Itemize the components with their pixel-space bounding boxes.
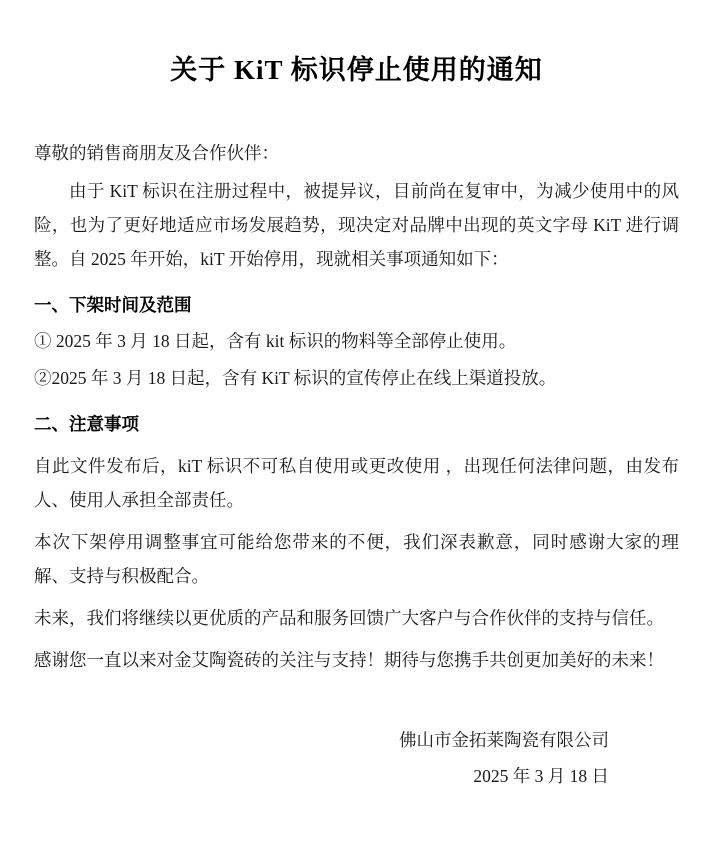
signature-block — [30, 722, 683, 796]
signature-date: 2025 年 3 月 18 日 — [473, 766, 609, 787]
section-heading-2: 二、注意事项 — [34, 413, 139, 434]
document-body — [30, 136, 683, 678]
page-title: 关于 KiT 标识停止使用的通知 — [170, 55, 543, 85]
list-item: 未来，我们将继续以更优质的产品和服务回馈广大客户与合作伙伴的支持与信任。 — [34, 608, 664, 629]
list-item: ① 2025 年 3 月 18 日起，含有 kit 标识的物料等全部停止使用。 — [34, 331, 517, 352]
list-item: ②2025 年 3 月 18 日起，含有 KiT 标识的宣传停止在线上渠道投放。 — [34, 367, 557, 388]
list-item: 感谢您一直以来对金艾陶瓷砖的关注与支持！期待与您携手共创更加美好的未来！ — [34, 650, 664, 671]
intro-paragraph: 由于 KiT 标识在注册过程中，被提异议，目前尚在复审中，为减少使用中的风险，也为了更好地适应市场发展趋势，现决定对品牌中出现的英文字母 KiT 进行调整。自 2025 年开始，kiT 开始停用，现就相关事项通知如下： — [34, 180, 679, 270]
section-heading-1: 一、下架时间及范围 — [34, 295, 192, 316]
salutation: 尊敬的销售商朋友及合作伙伴： — [34, 142, 279, 163]
signature-company: 佛山市金拓莱陶瓷有限公司 — [399, 729, 609, 750]
list-item: 本次下架停用调整事宜可能给您带来的不便，我们深表歉意，同时感谢大家的理解、支持与积极配合。 — [34, 532, 679, 587]
list-item: 自此文件发布后，kiT 标识不可私自使用或更改使用 ，出现任何法律问题，由发布人、使用人承担全部责任。 — [34, 455, 679, 510]
